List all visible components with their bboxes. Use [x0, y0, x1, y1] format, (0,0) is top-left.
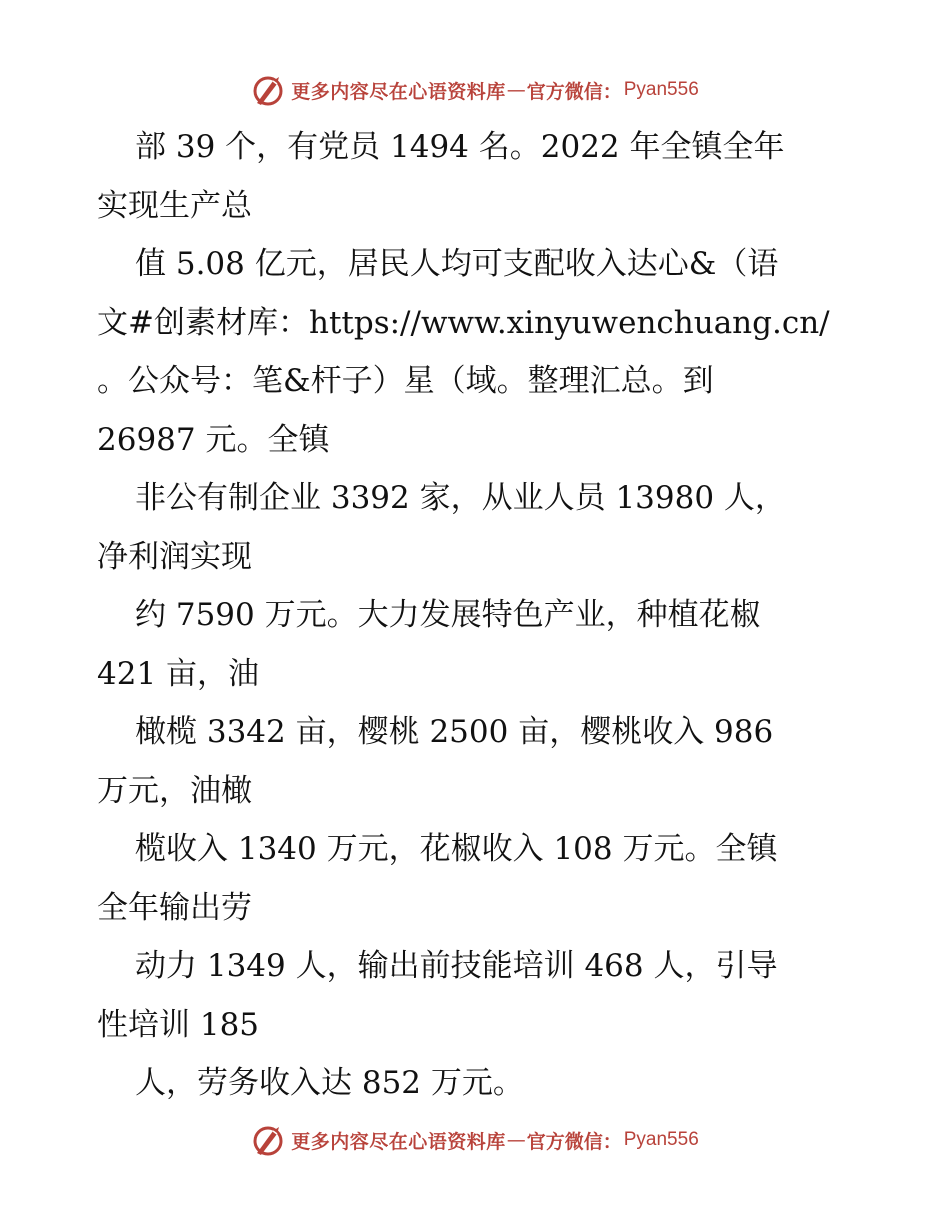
text-line: 橄榄 3342 亩，樱桃 2500 亩，樱桃收入 986: [135, 714, 774, 750]
text-line: 部 39 个，有党员 1494 名。2022 年全镇全年: [135, 129, 785, 165]
text-line: 421 亩，油: [97, 655, 260, 692]
banner-wechat-id: Pyan556: [623, 1129, 699, 1150]
text-line: 文#创素材库：https://www.xinyuwenchuang.cn/: [97, 304, 830, 341]
text-line: 实现生产总: [97, 187, 252, 224]
banner-official: 官方微信：: [526, 80, 622, 103]
banner-dash: —: [506, 79, 526, 101]
pen-logo-icon: [251, 1123, 287, 1157]
banner-text: 更多内容尽在心语资料库: [291, 1130, 506, 1153]
text-line: 26987 元。全镇: [97, 421, 330, 458]
text-line: 人，劳务收入达 852 万元。: [135, 1065, 524, 1101]
header-banner: [0, 70, 950, 110]
text-line: 。公众号：笔&杆子）星（域。整理汇总。到: [97, 363, 714, 399]
pen-logo-icon: [251, 73, 287, 107]
text-line: 动力 1349 人，输出前技能培训 468 人，引导: [135, 948, 778, 984]
text-line: 非公有制企业 3392 家，从业人员 13980 人，: [135, 480, 786, 516]
document-body: [97, 118, 857, 1113]
footer-banner: [0, 1120, 950, 1160]
text-line: 约 7590 万元。大力发展特色产业，种植花椒: [135, 597, 761, 633]
banner-official: 官方微信：: [526, 1130, 622, 1153]
text-line: 净利润实现: [97, 538, 252, 575]
text-line: 全年输出劳: [97, 889, 252, 926]
text-line: 性培训 185: [97, 1006, 260, 1043]
banner-text: 更多内容尽在心语资料库: [291, 80, 506, 103]
text-line: 万元，油橄: [97, 772, 252, 809]
text-line: 值 5.08 亿元，居民人均可支配收入达心&（语: [135, 246, 779, 282]
banner-wechat-id: Pyan556: [623, 79, 699, 100]
text-line: 榄收入 1340 万元，花椒收入 108 万元。全镇: [135, 831, 778, 867]
banner-dash: —: [506, 1129, 526, 1151]
